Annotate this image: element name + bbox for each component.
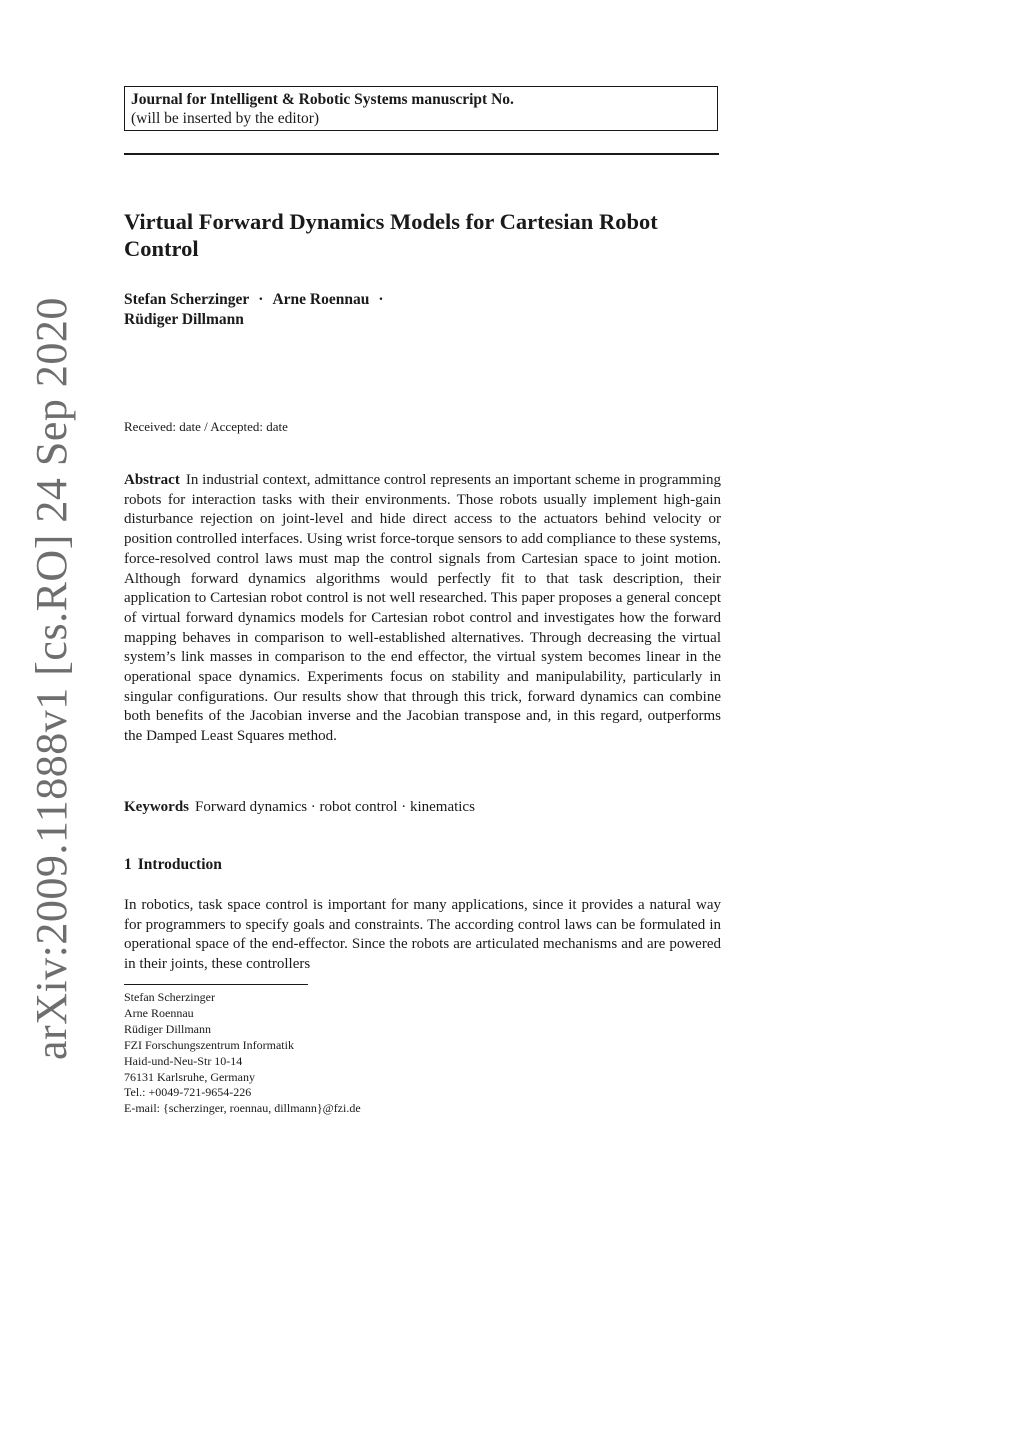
footnote-line: Stefan Scherzinger (124, 990, 215, 1004)
journal-title: Journal for Intelligent & Robotic Systems manuscript No. (131, 91, 514, 108)
header-rule (124, 153, 719, 155)
arxiv-identifier: arXiv:2009.11888v1 [cs.RO] 24 Sep 2020 (27, 297, 76, 1060)
footnote-line: Haid-und-Neu-Str 10-14 (124, 1053, 243, 1068)
keywords-label: Keywords (124, 799, 189, 815)
section-title: Introduction (137, 856, 222, 873)
section-number: 1 (124, 856, 132, 873)
journal-editor-note: (will be inserted by the editor) (131, 110, 320, 127)
author-name: Rüdiger Dillmann (124, 311, 244, 328)
footnote-line: 76131 Karlsruhe, Germany (124, 1069, 255, 1084)
footnote-line: Rüdiger Dillmann (124, 1021, 211, 1036)
author-separator: · (258, 291, 264, 308)
author-name: Arne Roennau (272, 291, 370, 308)
footnote-line: FZI Forschungszentrum Informatik (124, 1037, 294, 1052)
section-heading (124, 856, 222, 874)
journal-header-box (124, 86, 718, 131)
author-separator: · (378, 291, 384, 308)
author-list (124, 290, 714, 330)
keywords (124, 797, 721, 817)
paper-title: Virtual Forward Dynamics Models for Cartesian Robot Control (124, 209, 658, 261)
footnote-line: Tel.: +0049-721-9654-226 (124, 1085, 252, 1100)
abstract (124, 471, 721, 747)
footnote-rule (124, 984, 308, 985)
introduction-paragraph: In robotics, task space control is important for many applications, since it provides a natural way for programmers to specify goals and constraints. The according control laws can be formulated in operational space of the end-effector. Since the robots are articulated mechanisms and are powered in their joints, these controllers (124, 897, 721, 973)
keywords-text: Forward dynamics · robot control · kinematics (195, 799, 475, 815)
abstract-label: Abstract (124, 472, 180, 488)
abstract-text: In industrial context, admittance control represents an important scheme in programming robots for interaction tasks with their environments. Those robots usually implement high-gain disturbance rejection on joint-level and hide direct access to the actuators behind velocity or position controlled interfaces. Using wrist force-torque sensors to add compliance to these systems, force-resolved control laws must map the control signals from Cartesian space to joint motion. Although forward dynamics algorithms would perfectly fit to that task description, their application to Cartesian robot control is not well researched. This paper proposes a general concept of virtual forward dynamics models for Cartesian robot control and investigates how the forward mapping behaves in comparison to well-established alternatives. Through decreasing the virtual system’s link masses in comparison to the end effector, the virtual system becomes linear in the operational space dynamics. Experiments focus on stability and manipulability, particularly in singular configurations. Our results show that through this trick, forward dynamics can combine both benefits of the Jacobian inverse and the Jacobian transpose and, in this regard, outperforms the Damped Least Squares method. (124, 472, 721, 745)
received-date: Received: date / Accepted: date (124, 419, 288, 434)
footnote-line: Arne Roennau (124, 1005, 194, 1020)
footnote-email: E-mail: {scherzinger, roennau, dillmann}@fzi.de (124, 1101, 361, 1116)
author-name: Stefan Scherzinger (124, 291, 250, 308)
author-affiliation-footnote (124, 990, 624, 1117)
